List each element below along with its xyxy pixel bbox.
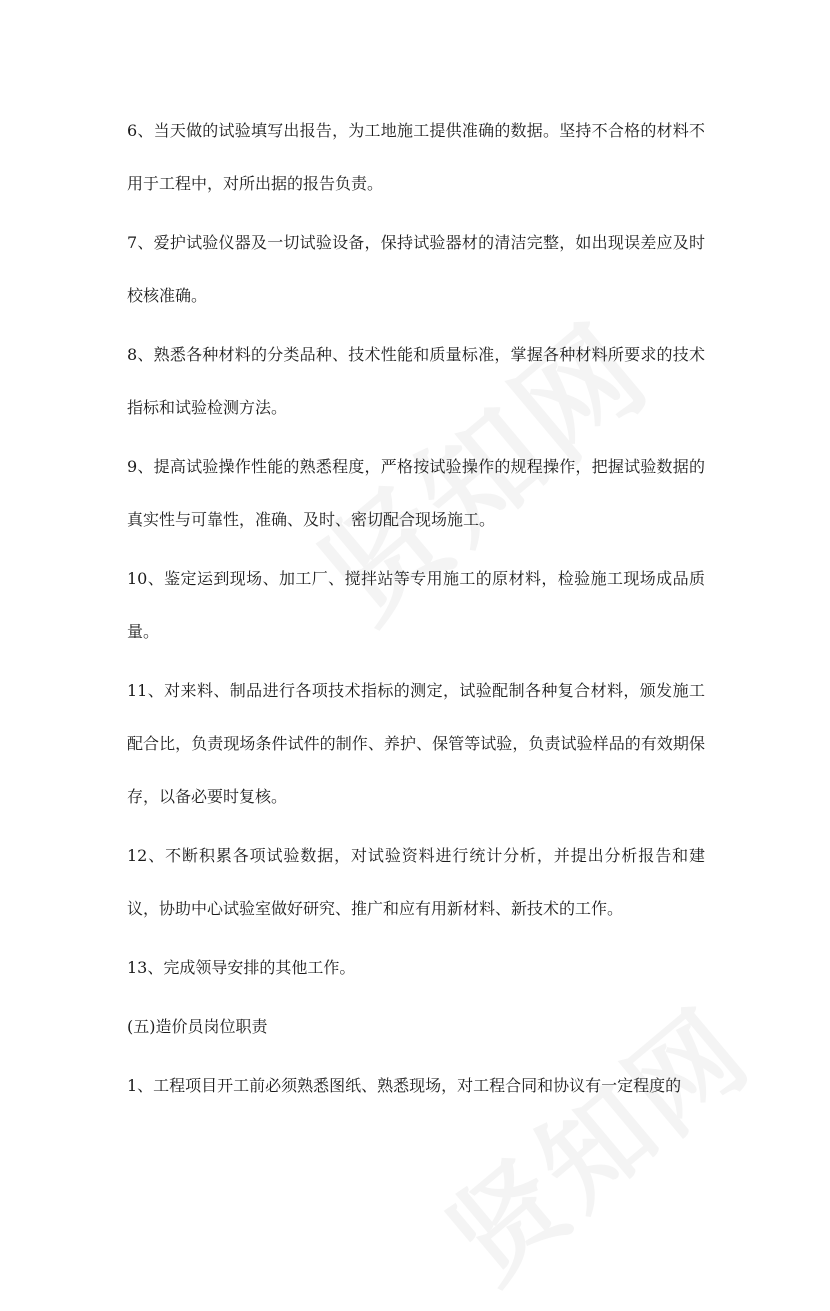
- paragraph-item-7: 7、爱护试验仪器及一切试验设备，保持试验器材的清洁完整，如出现误差应及时校核准确。: [127, 233, 705, 305]
- paragraph-item-11: 11、对来料、制品进行各项技术指标的测定，试验配制各种复合材料，颁发施工配合比，负责现场条件试件的制作、养护、保管等试验，负责试验样品的有效期保存，以备必要时复核。: [127, 681, 705, 806]
- paragraph-item-10: 10、鉴定运到现场、加工厂、搅拌站等专用施工的原材料，检验施工现场成品质量。: [127, 569, 705, 641]
- paragraph-item-9: 9、提高试验操作性能的熟悉程度，严格按试验操作的规程操作，把握试验数据的真实性与可靠性，准确、及时、密切配合现场施工。: [127, 457, 705, 529]
- paragraph-item-13: 13、完成领导安排的其他工作。: [127, 958, 356, 977]
- paragraph-item-12: 12、不断积累各项试验数据，对试验资料进行统计分析，并提出分析报告和建议，协助中心试验室做好研究、推广和应有用新材料、新技术的工作。: [127, 846, 705, 918]
- document-body: [127, 104, 705, 1112]
- paragraph-item-6: 6、当天做的试验填写出报告，为工地施工提供准确的数据。坚持不合格的材料不用于工程中，对所出据的报告负责。: [127, 121, 705, 193]
- paragraph-item-1: 1、工程项目开工前必须熟悉图纸、熟悉现场，对工程合同和协议有一定程度的: [127, 1076, 682, 1095]
- paragraph-item-8: 8、熟悉各种材料的分类品种、技术性能和质量标准，掌握各种材料所要求的技术指标和试验检测方法。: [127, 345, 705, 417]
- section-heading: (五)造价员岗位职责: [127, 1017, 268, 1036]
